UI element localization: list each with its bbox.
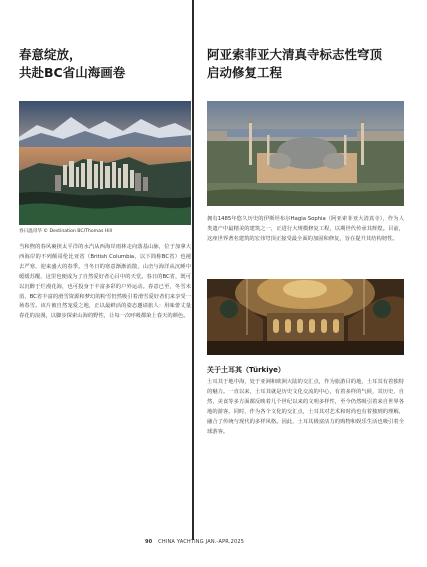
- left-title-line-1: 春意绽放，: [19, 47, 82, 62]
- left-article-title: [19, 46, 191, 82]
- turkiye-subhead: 关于土耳其（Türkiye）: [207, 366, 285, 374]
- right-article: [207, 46, 404, 82]
- page-number: 90: [145, 539, 153, 545]
- right-body-text-1: 拥有1485年悠久历史的伊斯坦布尔Hagia Sophia（阿亚索菲亚大清真寺），作为人类遗产中最精美的建筑之一，正进行大规模修复工程，以期世代传承其辉煌。目前，这座世界著名建筑的宏伟穹顶正接受最全面的加固和修复，旨在提升其结构韧性。: [207, 216, 404, 242]
- right-title-line-2: 启动修复工程: [207, 65, 283, 80]
- page-footer: [145, 539, 244, 545]
- publication-name: CHINA YACHTING JAN.-APR.2025: [158, 539, 245, 545]
- left-body-text: 当和煦的春风裹挟太平洋的水汽从西海岸雨林走向落基山脉，位于加拿大西海岸的不列颠哥伦比亚省（British Columbia，以下简称BC省）也褪去严寒，迎来盛大的春季。当冬日的寒意渐渐消散，山峦与海洋从沉睡中缓缓苏醒，这里也便成为了自然爱好者心目中的天堂。春日的BC省，既可以沉醉于烂漫花海，也可投身于丰富多彩的户外运动。春意已至，冬雪未消，BC省丰富的滑雪资源和梦幻的粉雪仍然吸引着滑雪爱好者们来享受一场春雪。该片被自然宠爱之地，正以最鲜活的姿态邀请旅人：用味蕾丈量春花的浪漫，以脚步探索山海的野性，让每一次呼吸都染上春天的颜色。: [19, 244, 191, 320]
- right-article-title: [207, 46, 404, 82]
- vancouver-photo: [19, 101, 191, 225]
- hagia-sophia-exterior-photo: [207, 101, 404, 206]
- left-title-line-2: 共赴BC省山海画卷: [19, 65, 126, 80]
- hagia-sophia-interior-photo: [207, 279, 404, 355]
- left-article: [19, 46, 191, 82]
- photo-caption: 春日温哥华 © Destination BC/Thomas Hill: [19, 229, 113, 234]
- right-body-text-2: 土耳其于地中海，处于亚洲和欧洲大陆的交汇点，作为旅游目的地，土耳其有着独特的魅力。一直以来，土耳其就是历史文化交流的中心，有着多样的气候，其历史、自然、美食等多方面都反映着几个世纪以来的文明多样性，至今仍然吸引着来自世界各地的游客。同时，作为各个文化的交汇点，土耳其对艺术和时尚也有着独到的理解，融合了传统与现代的多样风格。因此，土耳其极富活力的购物和娱乐生活也吸引着全球游客。: [207, 379, 404, 435]
- right-title-line-1: 阿亚索菲亚大清真寺标志性穹顶: [207, 47, 383, 62]
- column-divider: [192, 0, 194, 540]
